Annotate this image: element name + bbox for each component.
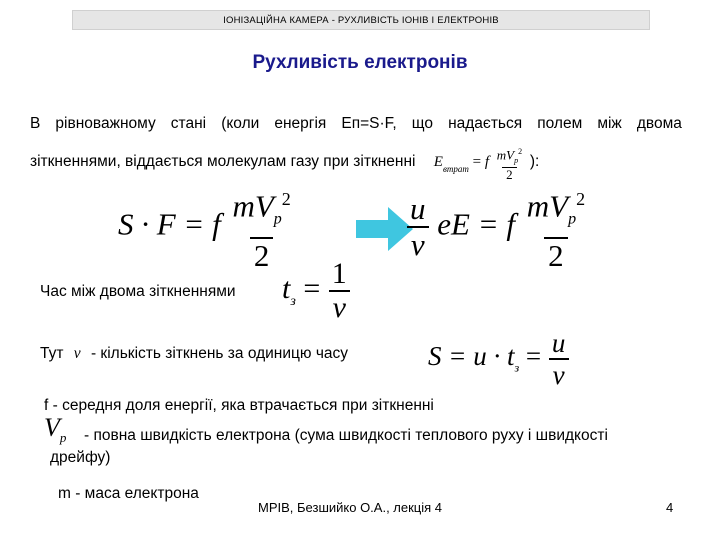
intro-line-2-end: ): [529, 153, 540, 170]
intro-word: що [411, 115, 433, 132]
energy-loss-formula [433, 146, 530, 182]
collision-time-label: Час між двома зіткненнями [40, 283, 236, 300]
vp-description-line-1: - повна швидкість електрона (сума швидкості теплового руху і швидкості [84, 427, 608, 444]
intro-word: рівноважному [55, 115, 156, 132]
page-number: 4 [666, 500, 674, 515]
intro-line-1 [30, 105, 682, 143]
intro-word: стані [170, 115, 207, 132]
vp-description-line-2: дрейфу) [50, 449, 111, 466]
fraction-denominator: ν [329, 290, 350, 324]
intro-word: надається [448, 115, 523, 132]
footer-author: МРІВ, Безшийко О.А., лекція 4 [258, 500, 443, 515]
formula-symbol: mV [232, 188, 274, 224]
formula-text: = [525, 341, 542, 372]
intro-word: В [30, 115, 41, 132]
intro-word: між [597, 115, 622, 132]
m-description: m - маса електрона [58, 485, 199, 502]
intro-word: Eп=S·F, [341, 115, 397, 132]
formula-superscript: 2 [518, 146, 523, 156]
intro-line-2-text: зіткненнями, віддається молекулам газу при зіткненні [30, 153, 416, 170]
slide-title: Рухливість електронів [252, 52, 468, 73]
nu-description: - кількість зіткнень за одиницю часу [90, 345, 349, 362]
formula-subscript: p [59, 430, 67, 446]
formula-text: = [472, 154, 485, 170]
fraction-numerator: 1 [331, 257, 347, 290]
formula-symbol: mV [526, 188, 569, 224]
formula-fraction [328, 258, 351, 324]
intro-word: енергія [274, 115, 327, 132]
formula-fraction [548, 328, 570, 390]
main-formula-right [406, 182, 589, 273]
header-text: ІОНІЗАЦІЙНА КАМЕРА - РУХЛИВІСТЬ ІОНІВ І ЕЛЕКТРОНІВ [223, 15, 499, 26]
formula-symbol: E [433, 154, 443, 170]
main-formula-left [118, 182, 295, 273]
formula-symbol: V [44, 413, 60, 442]
collision-time-formula [282, 258, 351, 324]
fraction-numerator: u [410, 191, 426, 227]
formula-symbol: mV [496, 146, 515, 162]
formula-subscript: p [514, 155, 519, 165]
formula-subscript: з [514, 360, 520, 375]
vp-description [50, 425, 700, 469]
formula-lhs: S = u · t [428, 341, 515, 372]
formula-lhs: S · F = f [118, 206, 221, 242]
formula-subscript: p [568, 210, 577, 228]
formula-fraction [493, 145, 526, 181]
formula-superscript: 2 [576, 189, 586, 209]
fraction-denominator: ν [407, 226, 429, 262]
intro-paragraph [30, 105, 682, 188]
formula-superscript: 2 [281, 189, 291, 209]
formula-subscript: з [290, 293, 296, 309]
intro-word: полем [537, 115, 583, 132]
formula-subscript: втрат [442, 164, 469, 174]
fraction-denominator: 2 [502, 167, 517, 181]
formula-text: = [303, 271, 321, 305]
nu-symbol: ν [73, 345, 81, 362]
formula-symbol: f [484, 154, 489, 170]
formula-fraction [406, 192, 430, 262]
fraction-numerator [493, 145, 526, 167]
fraction-denominator: ν [549, 358, 569, 390]
fraction-numerator [228, 182, 294, 237]
fraction-denominator: 2 [544, 237, 568, 273]
fraction-numerator [523, 182, 589, 237]
formula-fraction [523, 182, 589, 273]
fraction-numerator: u [551, 328, 566, 358]
slide-header-bar [72, 10, 650, 30]
f-description: f - середня доля енергії, яка втрачається при зіткненні [44, 397, 434, 414]
fraction-denominator: 2 [250, 237, 274, 273]
formula-subscript: p [273, 210, 282, 228]
formula-symbol: t [282, 271, 291, 305]
formula-middle: eE = f [437, 206, 515, 242]
intro-word: двома [636, 115, 682, 132]
here-label: Тут [40, 345, 64, 362]
intro-word: (коли [221, 115, 260, 132]
distance-formula [428, 328, 569, 390]
nu-definition [40, 345, 348, 363]
